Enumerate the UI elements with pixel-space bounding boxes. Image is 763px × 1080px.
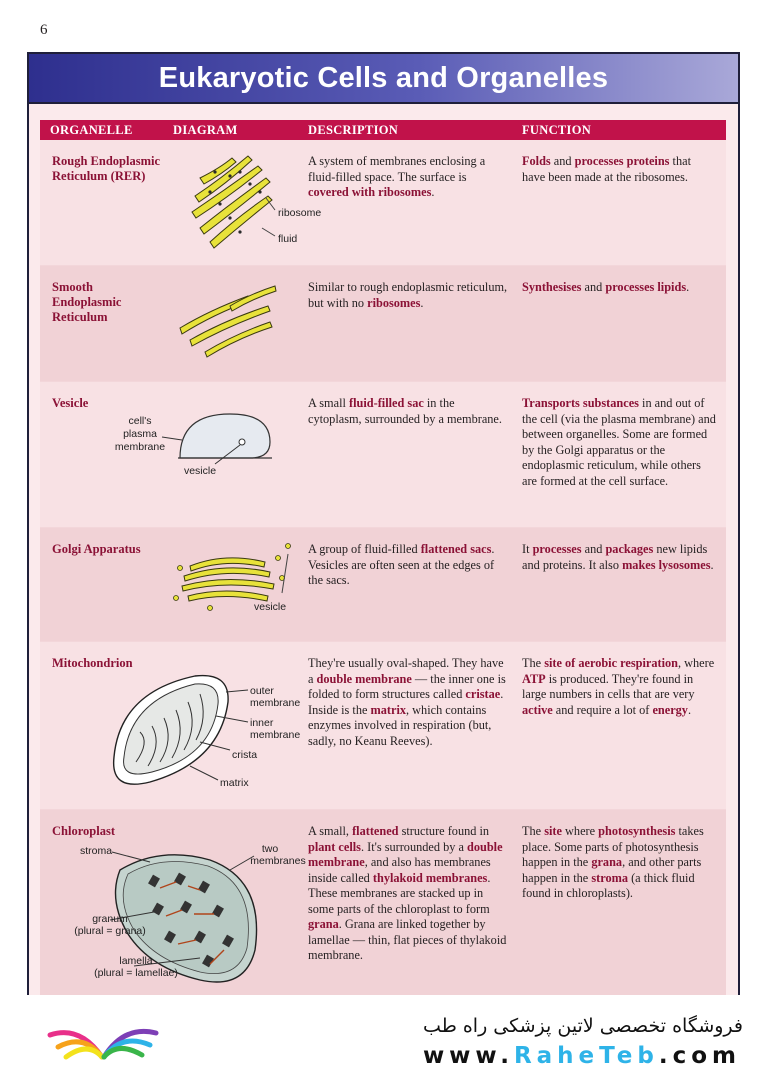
highlighted-term: packages	[605, 542, 654, 556]
organelle-description	[308, 280, 508, 311]
highlighted-term: Transports substances	[522, 396, 639, 410]
label-two: two	[261, 843, 279, 855]
text-segment: , which contains enzymes involved in respiration (but, sadly, no Keanu Reeves).	[308, 702, 492, 748]
label-membranes: membranes	[250, 855, 306, 867]
footer-url[interactable]	[423, 1043, 741, 1069]
footer-persian-text: فروشگاه تخصصی لاتین پزشکی راه طب	[423, 1015, 743, 1037]
highlighted-term: cristae	[465, 687, 501, 701]
label-stroma: stroma	[80, 845, 113, 857]
text-segment: The	[522, 824, 545, 838]
chloroplast-diagram	[50, 840, 310, 990]
text-segment: in the cytoplasm, surrounded by a membrane.	[308, 396, 502, 426]
table-header	[40, 120, 726, 140]
organelle-function	[522, 824, 717, 902]
label-inner: inner	[250, 717, 274, 729]
ser-diagram	[170, 276, 280, 356]
header-function: FUNCTION	[522, 123, 592, 137]
label-plasma: plasma	[123, 428, 157, 440]
highlighted-term: stroma	[591, 870, 628, 885]
highlighted-term: matrix	[370, 702, 407, 717]
text-segment: , and other parts happen in the	[522, 855, 702, 885]
label-ribosome: ribosome	[278, 207, 322, 219]
organelle-description	[308, 396, 508, 427]
highlighted-term: thylakoid membranes	[372, 870, 488, 885]
text-segment: The	[522, 656, 545, 670]
open-book-logo-icon	[40, 1007, 170, 1067]
text-segment: , and also has membranes inside called	[308, 855, 491, 885]
footer-banner	[0, 995, 763, 1080]
text-segment: and	[581, 280, 606, 294]
text-segment: new lipids and proteins. It also	[522, 542, 708, 572]
text-segment: . These membranes are stacked up in some parts of the chloroplast to form	[308, 870, 491, 916]
label-granum-plural: (plural = grana)	[74, 925, 146, 937]
page-number: 6	[40, 22, 48, 38]
label-lamella-plural: (plural = lamellae)	[94, 967, 178, 979]
organelle-name: Smooth Endoplasmic Reticulum	[52, 280, 122, 324]
highlighted-term: grana	[308, 917, 339, 931]
text-segment: and	[581, 542, 606, 556]
highlighted-term: covered with ribosomes	[308, 185, 432, 199]
text-segment: , where	[677, 656, 715, 670]
text-segment: — the inner one is folded to form structures called	[308, 671, 506, 701]
highlighted-term: site	[544, 824, 562, 838]
text-segment: . Inside is the	[308, 687, 504, 717]
highlighted-term: fluid-filled sac	[349, 396, 424, 410]
page-title: Eukaryotic Cells and Organelles	[158, 61, 609, 94]
label-fluid: fluid	[278, 233, 298, 245]
url-suffix: .com	[658, 1043, 741, 1069]
label-crista: crista	[232, 749, 258, 761]
table-row-rer	[40, 140, 726, 266]
text-segment: .	[687, 702, 692, 717]
text-segment: A small,	[308, 824, 353, 838]
highlighted-term: flattened	[352, 824, 399, 838]
organelle-description	[308, 154, 508, 201]
organelle-description	[308, 542, 508, 589]
text-segment: .	[710, 557, 714, 572]
label-vesicle: vesicle	[183, 465, 217, 477]
url-prefix: www.	[422, 1043, 514, 1069]
highlighted-term: plant cells	[308, 839, 361, 854]
organelle-name: Rough Endoplasmic Reticulum (RER)	[52, 154, 161, 183]
text-segment: They're usually oval-shaped. They have a	[308, 656, 504, 686]
mitochondrion-diagram	[100, 662, 300, 802]
highlighted-term: processes proteins	[574, 154, 670, 168]
highlighted-term: Synthesises	[522, 280, 582, 294]
organelle-function	[522, 542, 717, 573]
text-segment: .	[686, 280, 690, 294]
highlighted-term: double membrane	[316, 671, 412, 686]
header-organelle: ORGANELLE	[50, 123, 133, 137]
text-segment: is produced. They're found in large numbers in cells that are very	[522, 671, 695, 701]
text-segment: in and out of the cell (via the plasma membrane) and between organelles. Some are formed by the Golgi apparatus or the endoplasmic reticulum, while others are formed at the cell surface.	[522, 396, 716, 488]
organelle-name: Chloroplast	[52, 824, 115, 838]
organelle-table	[40, 120, 726, 1040]
table-row-vesicle	[40, 382, 726, 528]
highlighted-term: photosynthesis	[598, 824, 676, 838]
highlighted-term: site of aerobic respiration	[544, 656, 678, 670]
organelle-function	[522, 656, 717, 718]
text-segment: A group of fluid-filled	[308, 542, 421, 556]
label-outer-membrane: membrane	[250, 697, 301, 709]
organelle-name: Mitochondrion	[52, 656, 133, 670]
highlighted-term: ATP	[522, 671, 546, 686]
label-outer: outer	[250, 685, 274, 697]
rer-diagram	[170, 148, 322, 260]
text-segment: .	[420, 295, 424, 310]
label-granum: granum	[92, 913, 128, 925]
url-brand: RaheTeb	[513, 1043, 659, 1069]
text-segment: Similar to rough endoplasmic reticulum, but with no	[308, 280, 508, 310]
text-segment: A small	[308, 396, 349, 410]
text-segment: . Grana are linked together by lamellae — thin, flat pieces of thylakoid membrane.	[308, 917, 507, 962]
table-row-ser	[40, 266, 726, 382]
organelle-function	[522, 154, 717, 185]
highlighted-term: grana	[591, 855, 623, 869]
text-segment: structure found in	[398, 824, 490, 838]
label-inner-membrane: membrane	[250, 729, 301, 741]
organelle-function	[522, 280, 717, 296]
text-segment: .	[431, 185, 435, 199]
highlighted-term: ribosomes	[367, 295, 421, 310]
table-row-mitochondrion	[40, 642, 726, 810]
label-lamella: lamella	[119, 955, 153, 967]
organelle-name: Vesicle	[52, 396, 89, 410]
text-segment: that have been made at the ribosomes.	[522, 154, 691, 184]
organelle-function	[522, 396, 717, 489]
highlighted-term: processes	[532, 542, 582, 556]
header-diagram: DIAGRAM	[173, 123, 238, 137]
header-description: DESCRIPTION	[308, 123, 399, 137]
highlighted-term: energy	[652, 702, 688, 717]
label-cells: cell's	[128, 415, 152, 427]
text-segment: and require a lot of	[552, 702, 653, 717]
text-segment: . It's surrounded by a	[360, 839, 467, 854]
highlighted-term: Folds	[522, 154, 551, 168]
highlighted-term: double membrane	[308, 839, 503, 869]
title-bar	[29, 54, 738, 104]
text-segment: takes place. Some parts of photosynthesis happen in the	[522, 824, 704, 869]
vesicle-diagram	[100, 402, 290, 478]
label-membrane: membrane	[114, 441, 166, 453]
table-row-golgi	[40, 528, 726, 642]
organelle-description	[308, 656, 508, 749]
highlighted-term: flattened sacs	[420, 542, 492, 556]
golgi-diagram	[170, 538, 300, 614]
text-segment: It	[522, 542, 533, 556]
highlighted-term: processes lipids	[605, 280, 687, 294]
highlighted-term: makes lysosomes	[622, 557, 711, 572]
label-matrix: matrix	[220, 777, 249, 789]
label-vesicle: vesicle	[254, 601, 287, 613]
content-frame	[27, 52, 740, 1012]
text-segment: (a thick fluid found in chloroplasts).	[522, 870, 695, 900]
text-segment: . Vesicles are often seen at the edges of the sacs.	[308, 542, 495, 587]
text-segment: where	[561, 824, 599, 838]
organelle-description	[308, 824, 508, 964]
text-segment: and	[550, 154, 575, 168]
organelle-name: Golgi Apparatus	[52, 542, 141, 556]
text-segment: A system of membranes enclosing a fluid-filled space. The surface is	[308, 154, 486, 184]
highlighted-term: active	[522, 702, 553, 717]
